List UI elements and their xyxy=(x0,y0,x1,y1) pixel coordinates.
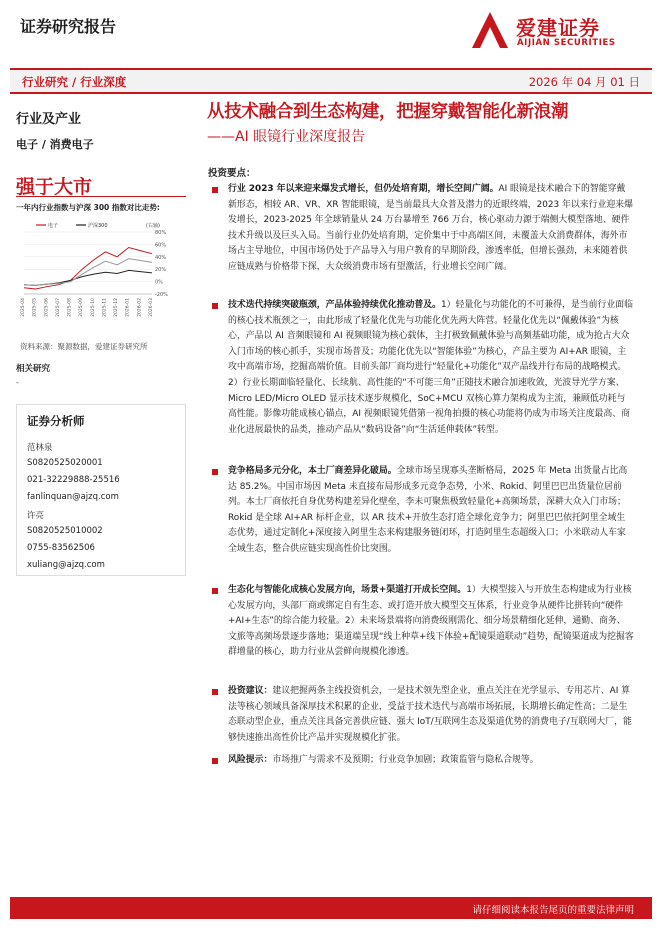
chart-series-line xyxy=(24,259,152,286)
chart-y-tick-label: 40% xyxy=(155,254,167,261)
key-point-item xyxy=(208,298,634,438)
chart-title: 一年内行业指数与沪深 300 指数对比走势: xyxy=(16,203,160,212)
key-point-title: 技术迭代持续突破瓶颈，产品体验持续优化推动普及。 xyxy=(228,300,441,310)
report-headline: 从技术融合到生态构建，把握穿戴智能化新浪潮 xyxy=(207,102,569,122)
chart-x-tick-label: 2025-09 xyxy=(79,298,85,317)
chart-y-axis xyxy=(155,230,168,298)
key-point-title: 投资建议： xyxy=(228,686,273,696)
chart-y-tick-label: 20% xyxy=(155,267,167,274)
key-point-body: 1）大模型接入与开放生态构建成为行业核心发展方向，头部厂商或绑定自有生态、或打造开放大模型交互体系，行业竞争从硬件比拼转向“硬件+AI+生态”的综合能力较量。2）未来场景端将向消费级刚需化、细分场景精细化延伸，通勤、商务、文旅等高频场景逐步落地；渠道端呈现“线上种草+线下体验+配镜渠道联动”趋势，配镜渠道成为挖掘客群增量的核心，助力行业从尝鲜向规模化渗透。 xyxy=(228,585,634,658)
sector-title: 行业及产业 xyxy=(16,112,82,127)
chart-series-line xyxy=(24,248,152,290)
company-logo xyxy=(470,10,650,56)
key-point-item xyxy=(208,583,634,661)
key-points-label: 投资要点： xyxy=(208,168,256,179)
subsector-label: 电子 / 消费电子 xyxy=(16,138,94,151)
report-type-label: 证券研究报告 xyxy=(20,17,117,36)
logo-mark-icon xyxy=(470,10,510,50)
analyst-phone: 021-32229888-25516 xyxy=(27,475,120,485)
key-point-body: 1）轻量化与功能化的不可兼得，是当前行业面临的核心技术瓶颈之一，由此形成了轻量化优先与功能化优先两大阵营。轻量化优先以“佩戴体验”为核心，产品以 AI 音频眼镜和 AI 视频眼镜为核心载体，主打极致佩戴体验与高频基础功能，成为抢占大众入门市场的核心抓手，实现市场普及；功能化优先以“智能体验”为核心，产品主要为 AI+AR 眼镜，主攻中高端市场，挖掘高端价值。目前头部厂商均进行“轻量化+功能化”双产品线并行布局的战略模式。2）行业长期面临轻量化、长续航、高性能的“不可能三角”正随技术融合加速收敛，光波导光学方案、Micro LED/Micro OLED 显示技术逐步规模化，SoC+MCU 双核心算力架构成为主流，兼顾低功耗与高性能。影像功能成核心锚点，AI 视频眼镜凭借第一视角拍摄的核心功能将仍成为市场关注度最高、商业化进展最快的品类，推动产品从“数码设备”向“生活延伸载体”转型。 xyxy=(228,300,634,435)
report-category: 行业研究 / 行业深度 xyxy=(22,75,127,89)
chart-legend-label: 沪深300 xyxy=(88,223,108,229)
chart-legend xyxy=(36,222,160,229)
analyst-name: 许亮 xyxy=(27,511,45,521)
chart-x-tick-label: 2025-04 xyxy=(21,298,26,317)
key-point-body: 建议把握两条主线投资机会，一是技术领先型企业，重点关注在光学显示、专用芯片、AI 算法等核心领域具备深厚技术积累的企业，受益于技术迭代与高端市场拓展，长期增长确定性高；二是生态联动型企业，重点关注具备完善供应链、强大 IoT/互联网生态及渠道优势的消费电子/互联网大厂，能够快速推出高性价比产品并实现规模化扩张。 xyxy=(228,686,632,743)
bullet-square-icon xyxy=(212,689,218,695)
key-point-item xyxy=(208,464,634,558)
chart-x-tick-label: 2026-01 xyxy=(125,298,131,317)
chart-x-tick-label: 2025-05 xyxy=(32,298,38,317)
report-date: 2026 年 04 月 01 日 xyxy=(528,75,640,89)
sector-info xyxy=(16,108,186,152)
chart-x-axis xyxy=(20,294,154,317)
key-point-title: 行业 2023 年以来迎来爆发式增长，但仍处培育期，增长空间广阔。 xyxy=(228,184,499,194)
bullet-square-icon xyxy=(212,588,218,594)
analyst-name: 范林泉 xyxy=(27,443,53,453)
key-point-body: AI 眼镜是技术融合下的智能穿戴新形态，相较 AR、VR、XR 智能眼镜，是当前最具大众普及潜力的近眼终端，2023 年以来行业迎来爆发增长，2023-2025 年全球销量从 24 万台暴增至 766 万台，核心驱动力源于端侧大模型落地、硬件技术升级以及巨头入局。当前行业仍处培育期，定价集中于中高端区间，未覆盖大众消费群体，海外市场占主导地位，中国市场仍处于产品导入与用户教育的早期阶段，渗透率低，但增长强劲，未来随着供应链成熟与价格带下探，大众级消费市场有望激活，行业增长空间广阔。 xyxy=(228,184,634,272)
analyst-title: 证券分析师 xyxy=(27,414,85,428)
chart-x-tick-label: 2025-11 xyxy=(102,298,108,317)
key-point-title: 风险提示： xyxy=(228,755,273,765)
chart-series-line xyxy=(24,270,152,285)
logo-english-name: AIJIAN SECURITIES xyxy=(517,38,616,48)
chart-x-tick-label: 2026-03 xyxy=(149,298,154,317)
chart-legend-label: 电子 xyxy=(48,223,59,229)
analyst-license: S0820525010002 xyxy=(27,526,103,536)
bullet-square-icon xyxy=(212,187,218,193)
report-heading xyxy=(207,98,635,146)
key-point-title: 竞争格局多元分化，本土厂商差异化破局。 xyxy=(228,466,397,476)
chart-x-tick-label: 2025-10 xyxy=(90,298,96,317)
key-point-body: 全球市场呈现寡头垄断格局，2025 年 Meta 出货量占比高达 85.2%。中国市场因 Meta 未直接布局形成多元竞争态势，小米、Rokid、阿里巴巴出货量位居前列。本土厂商依托自身优势构建差异化壁垒，李未可聚焦极致轻量化+高频场景，深耕大众入门市场；Rokid 是全球 AI+AR 标杆企业，以 AR 技术+开放生态打造全球化竞争力；阿里巴巴依托阿里全域生态优势，通过定制化+深度接入阿里生态来构建服务链闭环，打造阿里生态超级入口；小米联动人车家全域生态，整合供应链实现高性价比突围。 xyxy=(228,466,628,554)
chart-y-tick-label: -20% xyxy=(155,292,168,298)
chart-x-tick-label: 2026-02 xyxy=(137,298,143,317)
chart-y-tick-label: 60% xyxy=(155,242,167,249)
index-comparison-chart xyxy=(16,220,186,320)
report-category-bar xyxy=(10,68,652,94)
key-point-item xyxy=(208,684,634,746)
key-point-title: 生态化与智能化成核心发展方向，场景+渠道打开成长空间。 xyxy=(228,585,467,595)
chart-y-tick-label: 80% xyxy=(155,230,167,236)
investment-rating: 强于大市 xyxy=(16,176,93,198)
analyst-phone: 0755-83562506 xyxy=(27,543,95,553)
chart-y-tick-label: 0% xyxy=(155,279,163,286)
key-point-item xyxy=(208,182,634,276)
bullet-square-icon xyxy=(212,469,218,475)
analyst-panel xyxy=(16,404,186,576)
related-research-item: - xyxy=(16,378,19,387)
bullet-square-icon xyxy=(212,303,218,309)
analyst-license: S0820525020001 xyxy=(27,458,103,468)
report-subtitle: ——AI 眼镜行业深度报告 xyxy=(207,129,366,145)
key-point-body: 市场推广与需求不及预期；行业竞争加剧；政策监管与隐私合规等。 xyxy=(272,755,539,765)
disclaimer-bar xyxy=(10,897,652,919)
chart-x-tick-label: 2025-08 xyxy=(67,298,73,317)
legal-disclaimer-link[interactable]: 请仔细阅读本报告尾页的重要法律声明 xyxy=(472,905,634,916)
chart-x-tick-label: 2025-07 xyxy=(55,298,61,317)
divider xyxy=(16,196,186,197)
analyst-email[interactable]: fanlinquan@ajzq.com xyxy=(27,492,119,502)
chart-source: 资料来源：聚源数据，爱建证券研究所 xyxy=(20,342,148,351)
logo-chinese-name: 爱建证券 xyxy=(516,16,600,40)
chart-x-tick-label: 2025-06 xyxy=(44,298,50,317)
key-point-item xyxy=(208,753,634,769)
related-research-title: 相关研究 xyxy=(16,364,51,374)
chart-x-tick-label: 2025-12 xyxy=(114,298,120,317)
analyst-email[interactable]: xuliang@ajzq.com xyxy=(27,560,105,570)
chart-legend-label: (右轴) xyxy=(146,223,160,229)
chart-series xyxy=(24,248,152,290)
bullet-square-icon xyxy=(212,758,218,764)
